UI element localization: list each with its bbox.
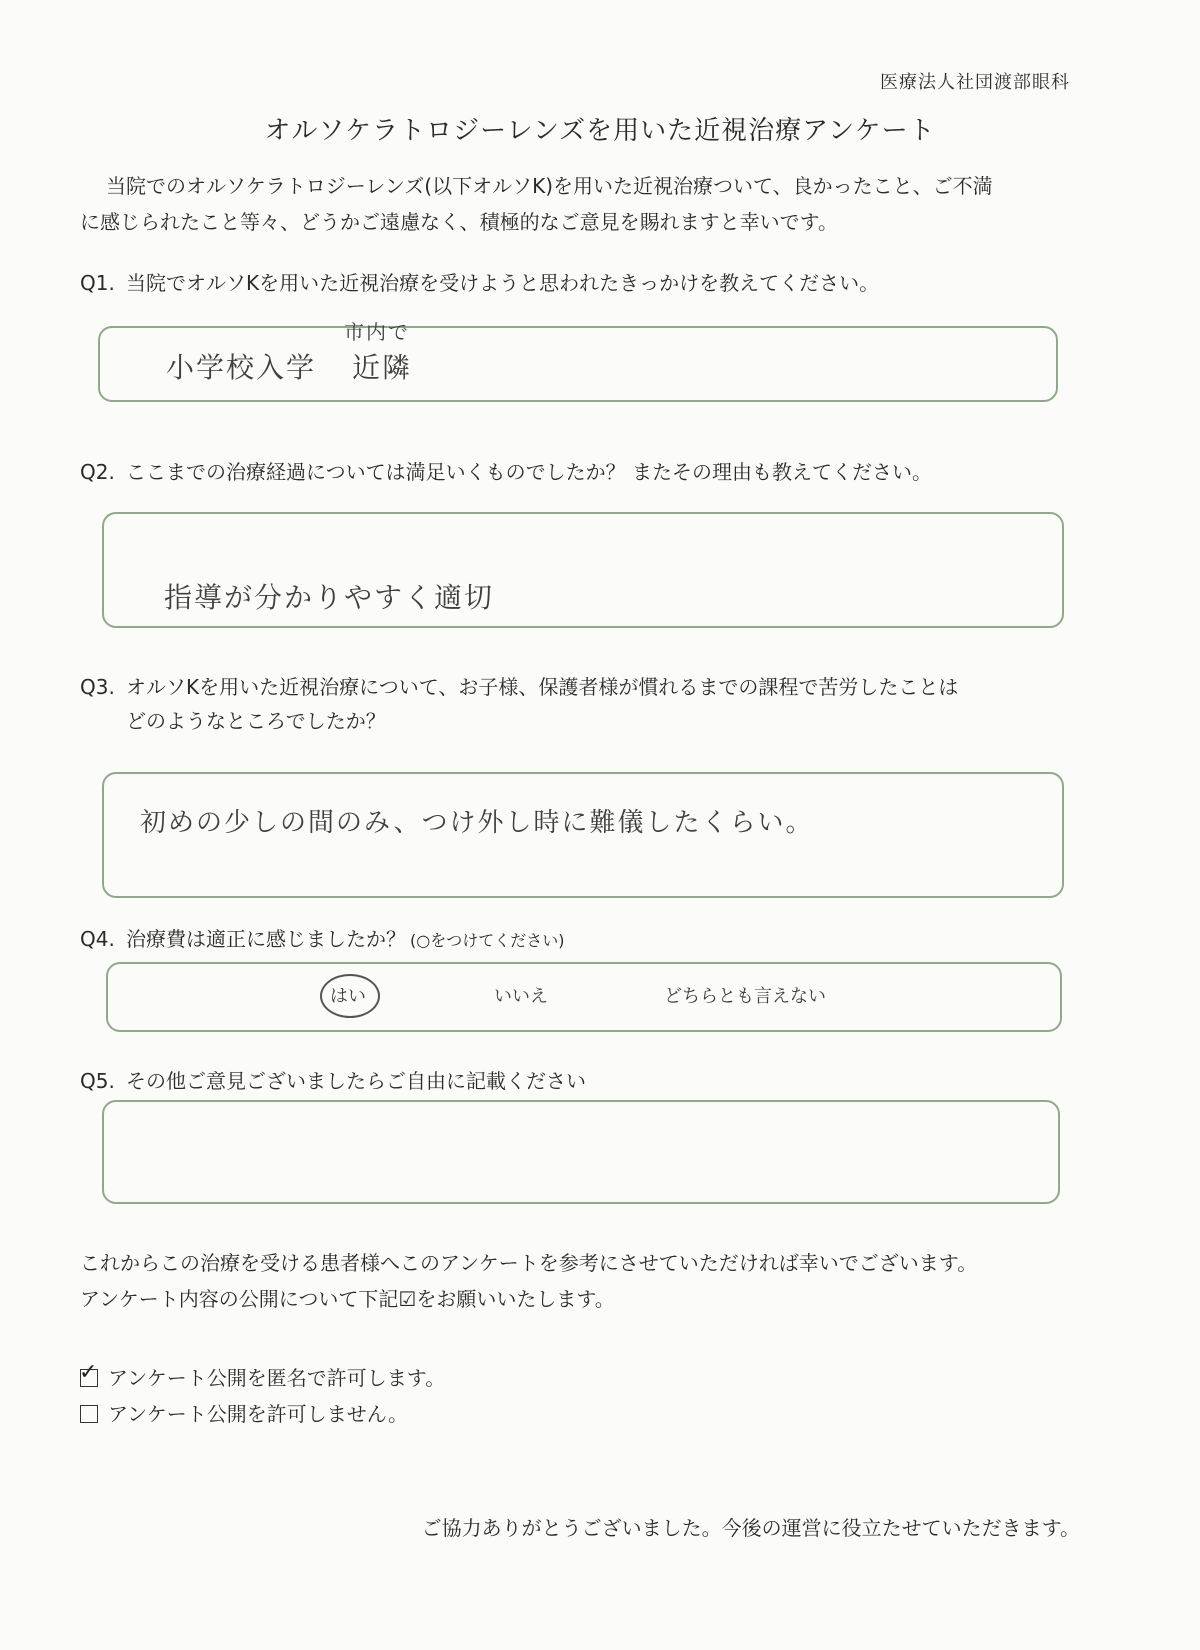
- question-2-text: ここまでの治療経過については満足いくものでしたか？ またその理由も教えてください。: [126, 460, 932, 484]
- question-1-number: Q1.: [80, 271, 115, 295]
- option-no-label: いいえ: [494, 986, 548, 1007]
- consent-option-1-label: アンケート公開を匿名で許可します。: [108, 1366, 446, 1390]
- closing-line-1: これからこの治療を受ける患者様へこのアンケートを参考にさせていただければ幸いでございます。: [80, 1251, 978, 1275]
- question-4: [80, 922, 1080, 958]
- answer-1-tail: 近隣: [352, 351, 413, 384]
- answer-box-1[interactable]: [98, 320, 1058, 402]
- consent-option-2[interactable]: [80, 1398, 408, 1427]
- question-2-number: Q2.: [80, 460, 115, 484]
- clinic-name: 医療法人社団渡部眼科: [880, 72, 1070, 93]
- checkbox-unchecked[interactable]: [80, 1405, 98, 1423]
- question-2: [80, 455, 1080, 489]
- answer-3: 初めの少しの間のみ、つけ外し時に難儀したくらい。: [140, 808, 814, 838]
- question-4-note: (○をつけてください): [410, 931, 565, 950]
- question-4-text: 治療費は適正に感じましたか？: [126, 927, 406, 951]
- question-1: [80, 266, 1080, 300]
- option-neutral-label: どちらとも言えない: [664, 986, 826, 1007]
- question-5: [80, 1064, 1080, 1098]
- answer-box-3[interactable]: [102, 772, 1064, 898]
- question-3: [80, 670, 1080, 738]
- option-neutral[interactable]: [664, 982, 826, 1008]
- closing-text: [80, 1245, 1080, 1317]
- answer-1-note: 市内で: [344, 320, 410, 344]
- question-4-number: Q4.: [80, 927, 115, 951]
- answer-box-4: [106, 962, 1062, 1032]
- option-yes-label: はい: [330, 986, 366, 1007]
- thanks-text: ご協力ありがとうございました。今後の運営に役立たせていただきます。: [421, 1516, 1080, 1540]
- selection-circle: [320, 974, 380, 1018]
- answer-box-2[interactable]: [102, 512, 1064, 628]
- question-1-text: 当院でオルソKを用いた近視治療を受けようと思われたきっかけを教えてください。: [126, 271, 880, 295]
- question-5-number: Q5.: [80, 1069, 115, 1093]
- option-yes[interactable]: [330, 982, 366, 1008]
- check-mark-icon: ✓: [79, 1360, 98, 1385]
- intro-line-1: 当院でのオルソケラトロジーレンズ(以下オルソK)を用いた近視治療ついて、良かったこと、ご不満: [106, 174, 993, 198]
- answer-1-main: 小学校入学: [166, 351, 317, 384]
- closing-line-2: アンケート内容の公開について下記☑をお願いいたします。: [80, 1287, 615, 1311]
- intro-line-2: に感じられたこと等々、どうかご遠慮なく、積極的なご意見を賜れますと幸いです。: [80, 210, 838, 234]
- option-no[interactable]: [494, 982, 548, 1008]
- question-5-text: その他ご意見ございましたらご自由に記載ください: [126, 1069, 586, 1093]
- consent-option-2-label: アンケート公開を許可しません。: [108, 1402, 408, 1426]
- consent-option-1[interactable]: [80, 1362, 445, 1391]
- checkbox-checked[interactable]: [79, 1360, 98, 1387]
- intro-text: [80, 168, 1080, 240]
- answer-2: 指導が分かりやすく適切: [164, 581, 495, 614]
- question-3-line-1: オルソKを用いた近視治療について、お子様、保護者様が慣れるまでの課程で苦労したことは: [126, 675, 959, 699]
- survey-title: オルソケラトロジーレンズを用いた近視治療アンケート: [264, 116, 936, 146]
- answer-box-5[interactable]: [102, 1100, 1060, 1204]
- question-3-line-2: どのようなところでしたか？: [126, 709, 386, 733]
- question-3-number: Q3.: [80, 675, 115, 699]
